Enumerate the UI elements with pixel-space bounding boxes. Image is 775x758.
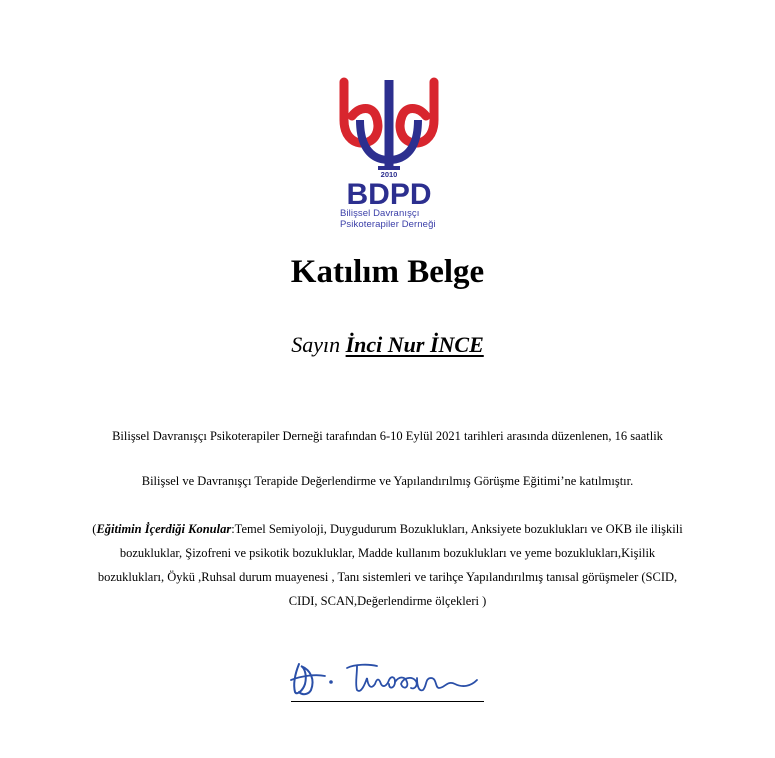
- signature-line: [291, 701, 484, 702]
- logo-year: 2010: [380, 170, 398, 179]
- signature: [285, 650, 485, 702]
- logo-abbr: BDPD: [346, 178, 432, 211]
- recipient-name: İnci Nur İNCE: [345, 332, 484, 357]
- training-name-text: Bilişsel ve Davranışçı Terapide Değerlendirme ve Yapılandırılmış Görüşme Eğitimi’ne katılmıştır.: [141, 474, 634, 488]
- participation-text: Bilişsel Davranışçı Psikoterapiler Derneği tarafından 6-10 Eylül 2021 tarihleri arasında düzenlenen, 16 saatlik: [112, 429, 663, 443]
- topics-label: Eğitimin İçerdiği Konular: [96, 522, 232, 536]
- salutation-prefix: Sayın: [291, 332, 341, 357]
- topics-open-paren: (: [92, 522, 97, 536]
- logo-subtitle-line1: Bilişsel Davranışçı: [340, 208, 420, 219]
- logo-subtitle-line2: Psikoterapiler Derneği: [340, 219, 436, 230]
- topics-paragraph: [90, 517, 685, 613]
- topics-text: :Temel Semiyoloji, Duygudurum Bozuklukları, Anksiyete bozuklukları ve OKB ile ilişkili bozukluklar, Şizofreni ve psikotik bozukluklar, Madde kullanım bozuklukları ve yeme bozuklukları,Kişilik bozuklukları, Öykü ,Ruhsal durum muayenesi , Tanı sistemleri ve tarihçe Yapılandırılmış tanısal görüşmeler (SCID, CIDI, SCAN,Değerlendirme ölçekleri ): [97, 522, 683, 608]
- logo-subtitle: [340, 208, 450, 230]
- salutation: [0, 332, 775, 358]
- certificate-title: Katılım Belge: [290, 254, 485, 290]
